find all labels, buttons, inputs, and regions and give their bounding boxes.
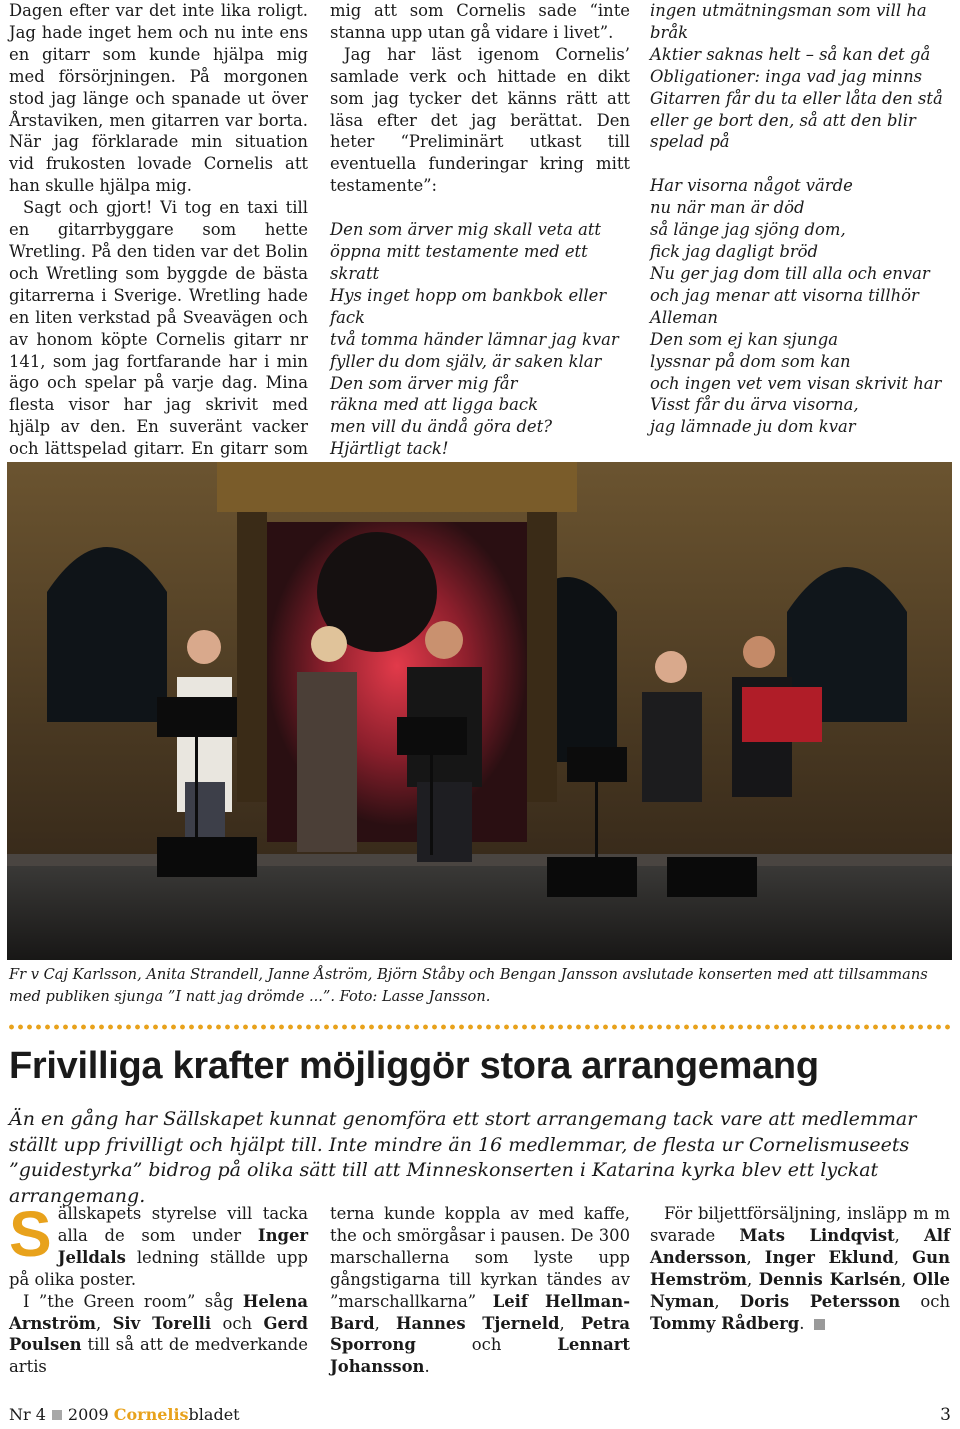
poem-stanza <box>650 0 950 153</box>
text: till så att de medverkande artis <box>9 1335 308 1377</box>
paragraph <box>9 1198 309 1291</box>
poem-line: fick jag dagligt bröd <box>650 242 819 262</box>
poem-line: Hys inget hopp om bankbok eller fack <box>330 285 607 327</box>
poem-line: Hjärtligt tack! <box>330 439 449 459</box>
poem-line: två tomma händer lämnar jag kvar <box>330 329 619 349</box>
poem-line: öppna mitt testamente med ett skratt <box>330 242 588 283</box>
body-column-2-text <box>330 1203 630 1378</box>
text: och <box>471 1335 502 1355</box>
body-column-3 <box>650 1203 950 1334</box>
poem-line: Har visorna något värde <box>650 176 853 196</box>
poem-line: jag lämnade ju dom kvar <box>650 417 856 437</box>
name: Lennart Johansson <box>330 1335 630 1377</box>
name: Leif Hellman-Bard <box>330 1291 630 1333</box>
paragraph: mig att som Cornelis sade “inte stanna upp utan gå vidare i livet”. <box>330 1 630 42</box>
name: Dennis Karlsén <box>758 1269 902 1289</box>
name: Helena Arnström <box>9 1291 308 1333</box>
text: terna kunde koppla av med kaffe, the och smörgåsar i pausen. De 300 marschallerna som lyste upp gångstigarna till kyrkan tändes av ”marschallkarna” <box>330 1204 630 1311</box>
name: Petra Sporrong <box>330 1313 630 1355</box>
name: Inger Jelldals <box>57 1225 309 1267</box>
poem-line: Aktier saknas helt – så kan det gå <box>650 44 931 64</box>
name: Gerd Poulsen <box>9 1313 308 1355</box>
poem-line: och jag menar att visorna tillhör Alleman <box>650 285 919 327</box>
poem-line: Den som ärver mig får <box>330 373 518 393</box>
paragraph: Sagt och gjort! Vi tog en taxi till en gitarrbyggare som hette Wretling. På den tiden var det Bolin och Wretling som byggde de bästa gitarrerna i Sverige. Wretling hade en liten verkstad på Sveavägen och av honom köpte Cornelis gitarr nr 141, som jag fortfarande har i min ägo och spelar på varje dag. Mina flesta visor har jag skrivit med hjälp av den. En suveränt vacker och lättspelad gitarr. En gitarr som <box>9 198 308 459</box>
body-column-1 <box>9 1198 309 1378</box>
issue-year: 2009 <box>67 1405 109 1424</box>
text: ällskapets styrelse vill tacka alla de som under <box>57 1204 308 1245</box>
brand-part: Cornelis <box>113 1405 189 1424</box>
issue-number: Nr 4 <box>9 1405 46 1424</box>
poem-line: fyller du dom själv, är saken klar <box>330 351 602 371</box>
paragraph: Dagen efter var det inte lika roligt. Jag hade inget hem och nu inte ens en gitarr som kunde hjälpa mig med försörjningen. På morgonen stod jag länge och spanade ut över Årstaviken, men gitarren var borta. När jag förklarade min situation vid frukosten lovade Cornelis att han skulle hjälpa mig. <box>9 1 308 196</box>
brand-part: bladet <box>188 1405 240 1424</box>
name: Doris Petersson <box>739 1291 901 1311</box>
paragraph: Jag har läst igenom Cornelis’ samlade verk och hittade en dikt som jag tycker det känns rätt att läsa efter det jag berättat. Den heter “Preliminärt utkast till eventuella funderingar kring mitt testamente”: <box>330 44 630 196</box>
article-ingress: Än en gång har Sällskapet kunnat genomföra ett stort arrangemang tack vare att medlemmar ställt upp frivilligt och hjälpt till. Inte mindre än 16 medlemmar, de flesta ur Cornelismuseets ”guidestyrka” bidrog på olika sätt till att Minneskonserten i Katarina kyrka blev ett lyckat arrangemang. <box>9 1108 917 1207</box>
poem-line: Visst får du ärva visorna, <box>650 395 859 415</box>
end-mark-icon <box>814 1319 825 1330</box>
poem-line: nu när man är död <box>650 198 805 218</box>
poem-line: men vill du ändå göra det? <box>330 417 553 437</box>
poem-line: ingen utmätningsman som vill ha bråk <box>650 1 927 42</box>
poem-line: lyssnar på dom som kan <box>650 351 851 371</box>
text: I ”the Green room” såg <box>23 1291 234 1311</box>
article-column-2 <box>330 0 630 526</box>
page-footer <box>9 1405 951 1424</box>
article-column-3 <box>650 0 950 504</box>
poem-line: Nu ger jag dom till alla och envar <box>650 263 930 283</box>
name: Olle Nyman <box>650 1269 950 1311</box>
poem-line: räkna med att ligga back <box>330 395 539 415</box>
text: För biljettförsäljning, insläpp m m svarade <box>650 1204 950 1245</box>
poem-line: Gitarren får du ta eller låta den stå <box>650 88 943 108</box>
text: ledning ställde upp på olika poster. <box>9 1247 308 1289</box>
concert-photo <box>7 462 952 960</box>
page-number: 3 <box>940 1405 951 1425</box>
dotted-divider <box>7 1024 952 1030</box>
poem-line: Den som ärver mig skall veta att <box>330 220 602 240</box>
text: och <box>222 1313 253 1333</box>
name: Hannes Tjerneld <box>395 1313 560 1333</box>
name: Mats Lindqvist <box>739 1225 895 1245</box>
name: Alf Andersson <box>650 1225 950 1267</box>
name: Gun Hemström <box>650 1247 951 1289</box>
poem-line: Obligationer: inga vad jag minns <box>650 66 923 86</box>
paragraph: För biljettförsäljning, insläpp m m svarade Mats Lindqvist, Alf Andersson, Inger Eklund, Gun Hemström, Dennis Karlsén, Olle Nyman, Doris Petersson och Tommy Rådberg. <box>650 1204 951 1333</box>
paragraph: terna kunde koppla av med kaffe, the och smörgåsar i pausen. De 300 marschallerna som lyste upp gångstigarna till kyrkan tändes av ”marschallkarna” Leif Hellman-Bard, Hannes Tjerneld, Petra Sporrong och Lennart Johansson. <box>330 1204 630 1377</box>
publication-name <box>114 1405 240 1424</box>
concert-illustration <box>7 462 952 960</box>
paragraph: I ”the Green room” såg Helena Arnström, Siv Torelli och Gerd Poulsen till så att de medverkande artis <box>9 1291 308 1377</box>
name: Siv Torelli <box>112 1313 212 1333</box>
article-column-1 <box>9 0 308 482</box>
square-bullet-icon <box>52 1410 62 1420</box>
poem-line: eller ge bort den, så att den blir spelad på <box>650 110 916 152</box>
name: Tommy Rådberg <box>650 1313 800 1333</box>
poem-line: Den som ej kan sjunga <box>650 329 838 349</box>
drop-cap: S <box>9 1198 52 1270</box>
name: Inger Eklund <box>764 1247 894 1267</box>
poem-line: och ingen vet vem visan skrivit har <box>650 373 942 393</box>
poem-stanza <box>650 175 950 438</box>
text: och <box>920 1291 950 1311</box>
poem-line: så länge jag sjöng dom, <box>650 220 846 240</box>
photo-caption: Fr v Caj Karlsson, Anita Strandell, Janne Åström, Björn Ståby och Bengan Jansson avslutade konserten med att tillsammans med publiken sjunga ”I natt jag drömde ...”. Foto: Lasse Jansson. <box>9 966 928 1005</box>
article-headline: Frivilliga krafter möjliggör stora arrangemang <box>9 1045 819 1087</box>
